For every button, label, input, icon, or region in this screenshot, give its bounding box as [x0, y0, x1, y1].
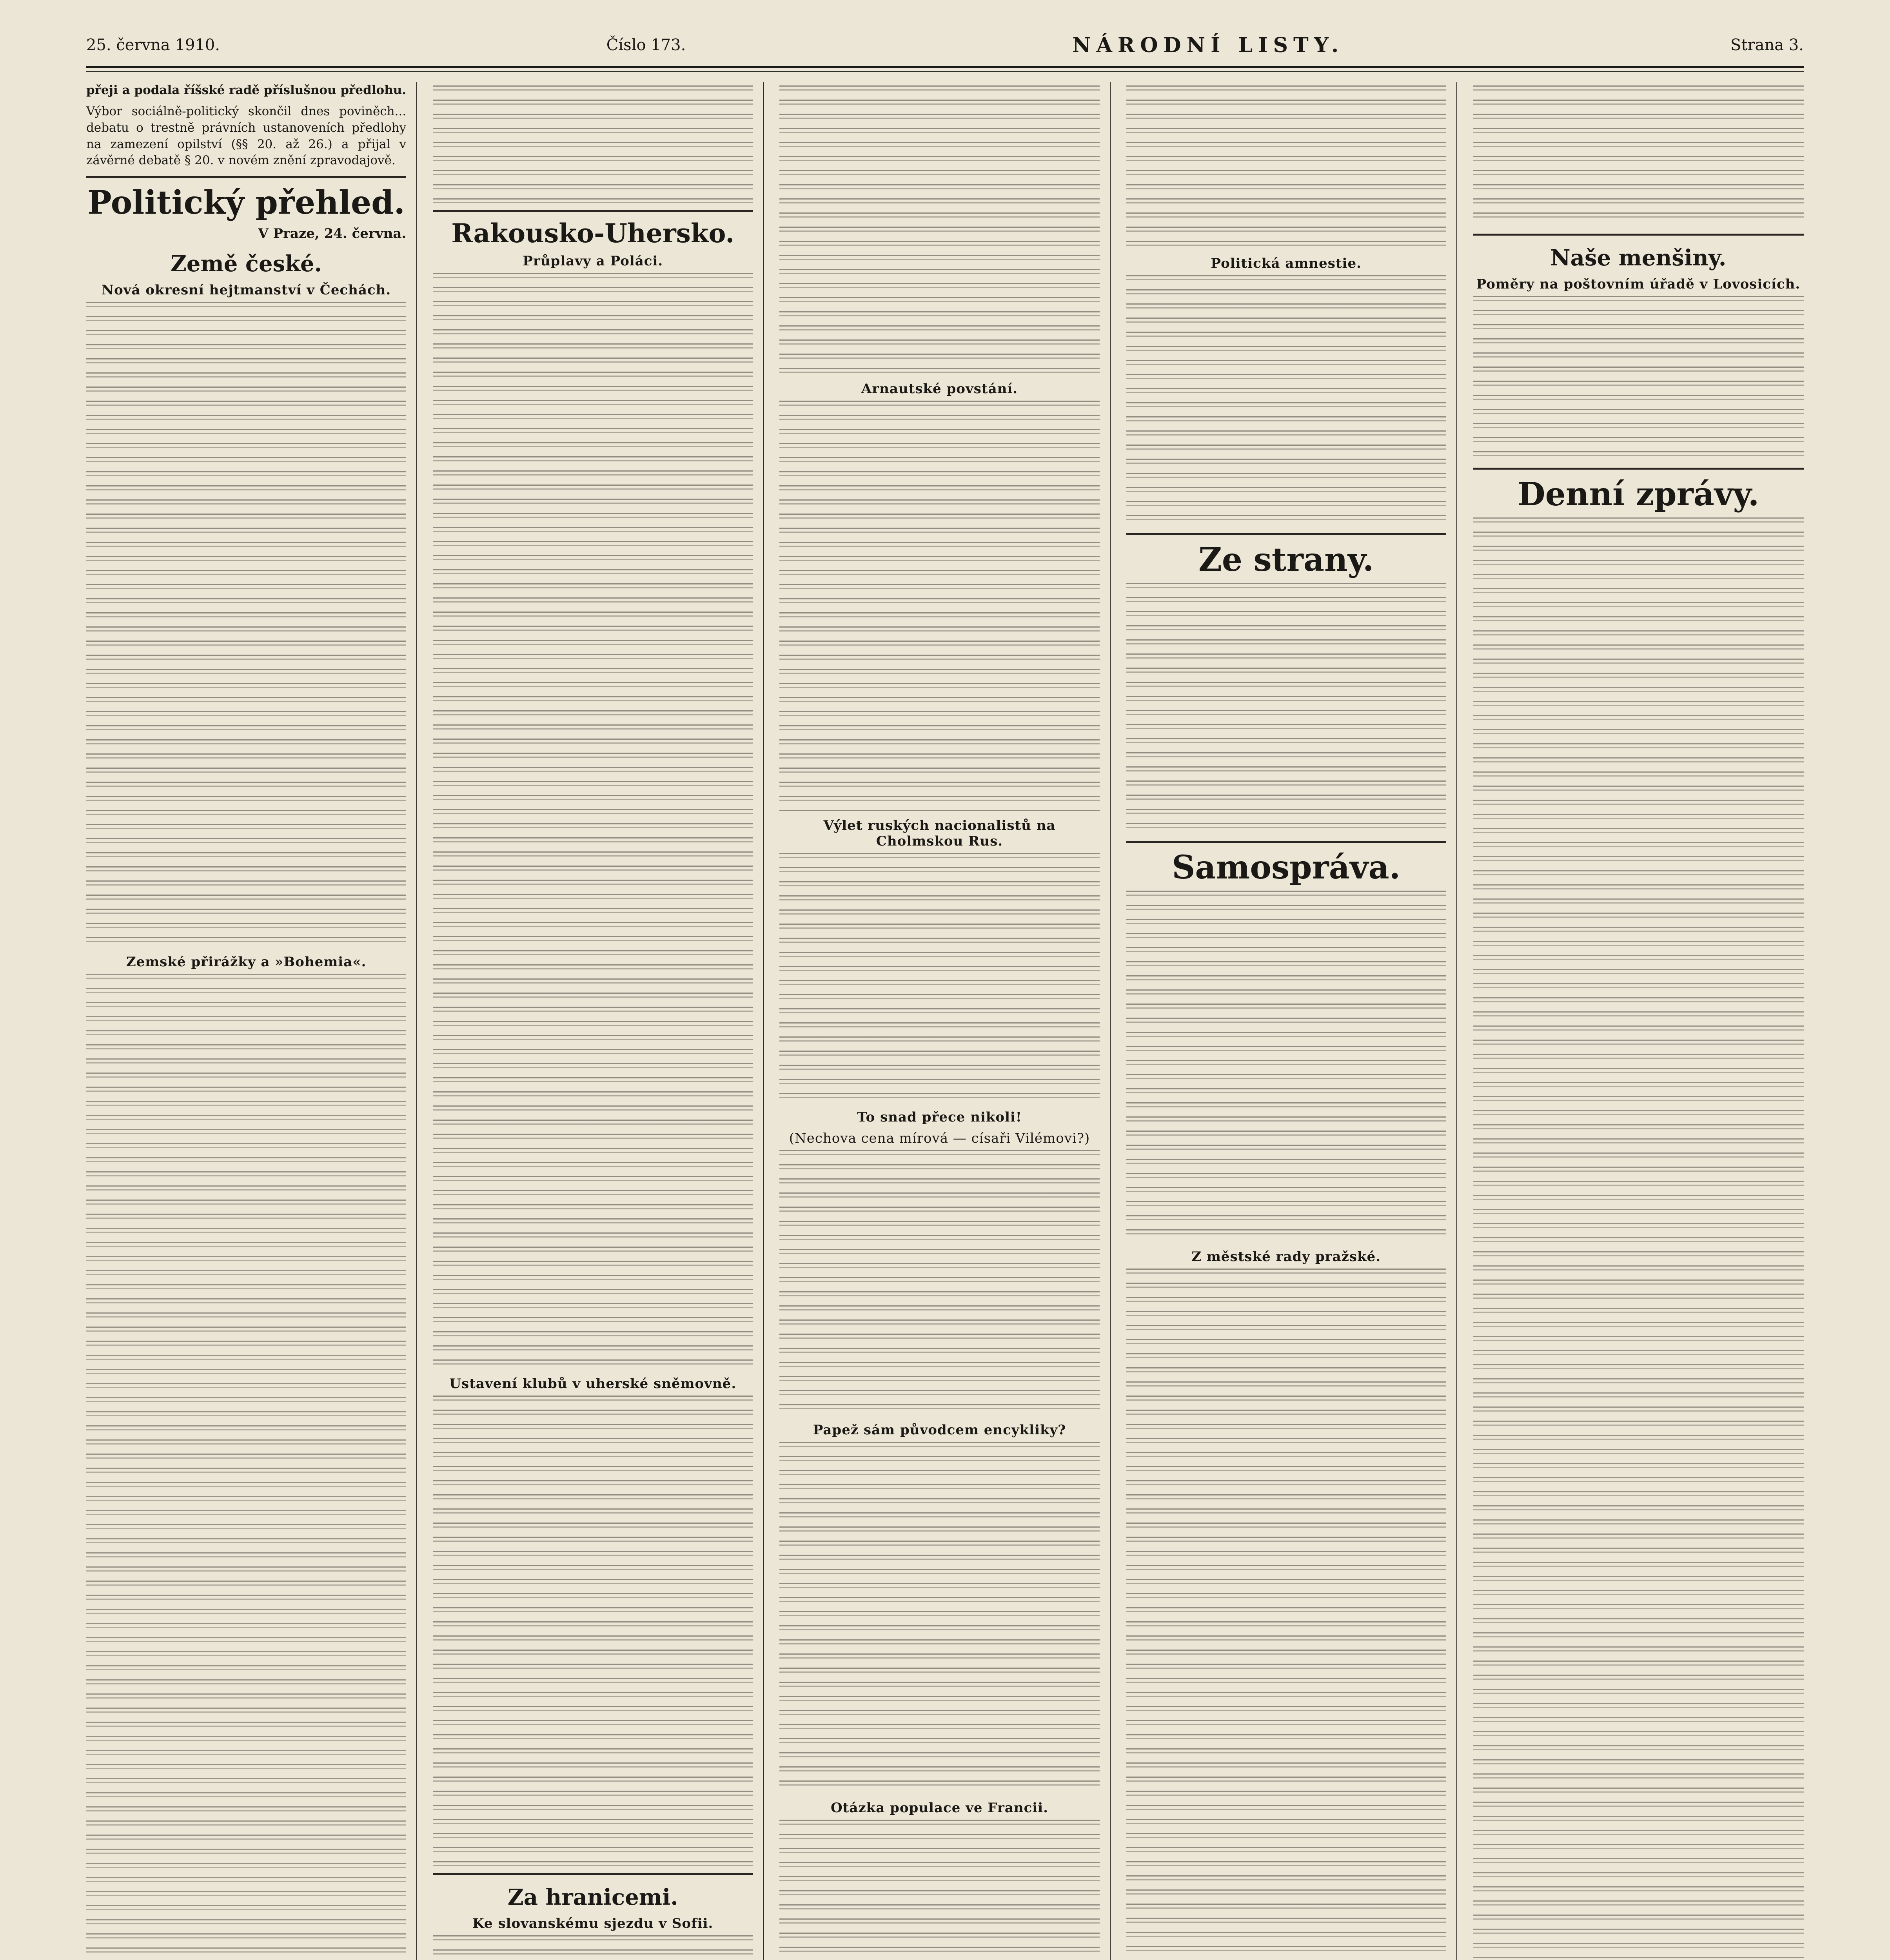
divider: [1126, 841, 1446, 843]
article-body: [86, 302, 406, 949]
article-body: [779, 853, 1099, 1104]
heading-vylet-nacionalistu: Výlet ruských nacionalistů na Cholmskou Rus.: [823, 818, 1056, 849]
article-body: [779, 1442, 1099, 1795]
section-title-denni-zpravy: Denní zprávy.: [1517, 475, 1759, 513]
section-title-rakousko-uhersko: Rakousko-Uhersko.: [451, 218, 735, 249]
subheading-pruplavy: Průplavy a Poláci.: [523, 253, 663, 269]
divider: [1126, 533, 1446, 535]
article-body: [779, 85, 1099, 376]
heading-papez: Papež sám původcem encykliky?: [813, 1422, 1066, 1438]
subheading-slovansky-sjezd: Ke slovanskému sjezdu v Sofii.: [472, 1916, 714, 1932]
article-body: [1126, 891, 1446, 1243]
article-body: [433, 1396, 753, 1866]
masthead-rule-thin: [86, 71, 1804, 72]
subtitle-zeme-ceske: Země české.: [171, 251, 322, 277]
article-body: [1473, 85, 1804, 227]
quote: (Nechova cena mírová — císaři Vilémovi?): [789, 1131, 1090, 1146]
column-2: [433, 82, 764, 1960]
column-4: [1126, 82, 1457, 1960]
masthead: [86, 27, 1804, 63]
article-heading-okresni-hejtmanstvi: Nová okresní hejtmanství v Čechách.: [101, 282, 391, 298]
article-body: [779, 401, 1099, 812]
heading-arnautske-povstani: Arnautské povstání.: [861, 381, 1018, 397]
col1-lede-1: přeji a podala říšské radě příslušnou předlohu.: [86, 83, 407, 97]
page-number: Strana 3.: [1730, 36, 1804, 54]
masthead-rule: [86, 66, 1804, 68]
article-body: [779, 1820, 1099, 1960]
heading-postovni-urad: Poměry na poštovním úřadě v Lovosicích.: [1476, 276, 1801, 292]
column-3: [779, 82, 1110, 1960]
article-body: [86, 974, 406, 1960]
columns: [86, 82, 1804, 1960]
article-body: [433, 85, 753, 203]
issue-number: Číslo 173.: [606, 36, 686, 54]
column-1: [86, 82, 417, 1960]
col1-lede-2: Výbor sociálně-politický skončil dnes poviněch... debatu o trestně právních ustanoveních předlohy na zamezení opilství (§§ 20. až 26.) a přijal v závěrné debatě § 20. v novém znění zpravodajově.: [86, 104, 407, 168]
article-body: [1126, 1269, 1446, 1960]
article-body: [1473, 517, 1804, 1960]
article-body: [1126, 85, 1446, 250]
section-title-samosprava: Samospráva.: [1172, 849, 1401, 887]
divider: [1473, 234, 1804, 236]
section-title-nase-mensiny: Naše menšiny.: [1550, 245, 1727, 271]
section-title-za-hranicemi: Za hranicemi.: [507, 1884, 678, 1911]
article-body: [1126, 583, 1446, 834]
divider: [433, 210, 753, 212]
column-5: [1473, 82, 1804, 1960]
heading-populace: Otázka populace ve Francii.: [831, 1800, 1048, 1816]
article-body: [1473, 296, 1804, 461]
heading-politicka-amnestie: Politická amnestie.: [1211, 256, 1362, 271]
section-title-ze-strany: Ze strany.: [1198, 541, 1374, 579]
dateline: V Praze, 24. června.: [258, 226, 407, 242]
issue-date: 25. června 1910.: [86, 36, 220, 54]
newspaper-title: NÁRODNÍ LISTY.: [1072, 33, 1344, 57]
article-heading-zemske-prirazky: Zemské přirážky a »Bohemia«.: [126, 954, 367, 970]
article-body: [433, 273, 753, 1370]
divider: [433, 1873, 753, 1875]
section-title-politicky-prehled: Politický přehled.: [87, 184, 405, 222]
heading-mestska-rada: Z městské rady pražské.: [1191, 1249, 1381, 1265]
subheading-ustaveni-klubu: Ustavení klubů v uherské sněmovně.: [449, 1376, 737, 1392]
heading-to-snad-prece-nikoli: To snad přece nikoli!: [857, 1109, 1022, 1125]
article-body: [1126, 275, 1446, 526]
article-body: [779, 1150, 1099, 1417]
divider: [1473, 468, 1804, 470]
article-body: [433, 1935, 753, 1960]
divider: [86, 176, 406, 178]
